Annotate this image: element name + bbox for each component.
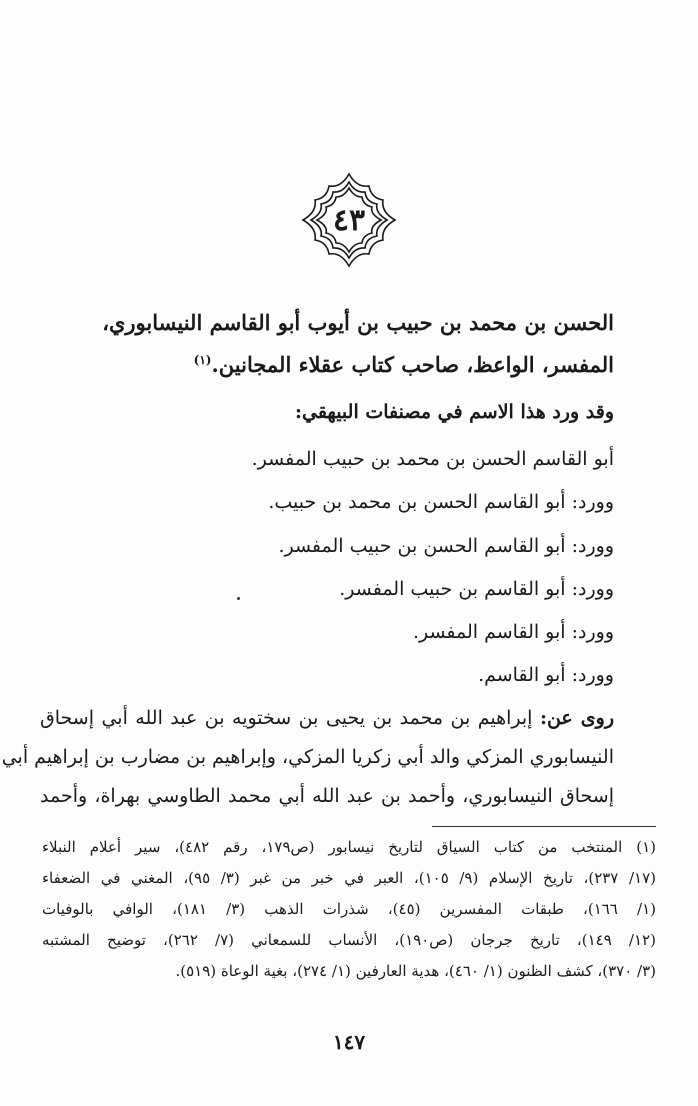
variant-line: وورد: أبو القاسم الحسن بن محمد بن حبيب.: [268, 491, 614, 513]
variant-line: وورد: أبو القاسم بن حبيب المفسر.: [339, 578, 614, 600]
stray-dot: [237, 597, 240, 600]
page-number: ١٤٧: [332, 1030, 366, 1054]
narrated-line-3: إسحاق النيسابوري، وأحمد بن عبد الله أبي محمد الطاوسي بهراة، وأحمد: [40, 785, 614, 807]
entry-title-line-1: الحسن بن محمد بن حبيب بن أيوب أبو القاسم النيسابوري،: [102, 310, 614, 335]
footnote-line: (١٢/ ١٤٩)، تاريخ جرجان (ص١٩٠)، الأنساب للسمعاني (٧/ ٢٦٢)، توضيح المشتبه: [42, 931, 656, 949]
footnote-line: (١) المنتخب من كتاب السياق لتاريخ نيسابور (ص١٧٩، رقم ٤٨٢)، سير أعلام النبلاء: [42, 838, 656, 856]
footnote-marker: (١): [193, 353, 212, 367]
narrated-label: روى عن:: [539, 707, 615, 729]
footnote-line: (٣/ ٣٧٠)، كشف الظنون (١/ ٤٦٠)، هدية العارفين (١/ ٢٧٤)، بغية الوعاة (٥١٩).: [175, 962, 656, 980]
variant-line: وورد: أبو القاسم الحسن بن حبيب المفسر.: [278, 535, 614, 557]
entry-title-line-2: [40, 352, 614, 377]
footnote-line: (١/ ١٦٦)، طبقات المفسرين (٤٥)، شذرات الذهب (٣/ ١٨١)، الوافي بالوفيات: [42, 900, 656, 918]
narrated-line-1: [40, 707, 614, 729]
narrated-line-1-text: إبراهيم بن محمد بن يحيى بن سختويه بن عبد الله أبي إسحاق: [40, 707, 533, 729]
variant-line: وورد: أبو القاسم.: [478, 664, 614, 686]
entry-number-emblem: [297, 168, 401, 272]
footnote-divider: [432, 826, 656, 827]
variant-line: وورد: أبو القاسم المفسر.: [412, 621, 614, 643]
entry-title-line-2-text: المفسر، الواعظ، صاحب كتاب عقلاء المجانين.: [211, 352, 614, 377]
narrated-line-2: النيسابوري المزكي والد أبي زكريا المزكي، وإبراهيم بن مضارب بن إبراهيم أبي: [1, 746, 614, 768]
intro-line: وقد ورد هذا الاسم في مصنفات البيهقي:: [294, 401, 614, 423]
variant-line: أبو القاسم الحسن بن محمد بن حبيب المفسر.: [251, 448, 614, 470]
entry-number: ٤٣: [332, 202, 366, 238]
footnote-line: (١٧/ ٢٣٧)، تاريخ الإسلام (٩/ ١٠٥)، العبر في خبر من غبر (٣/ ٩٥)، المغني في الضعفاء: [42, 869, 656, 887]
